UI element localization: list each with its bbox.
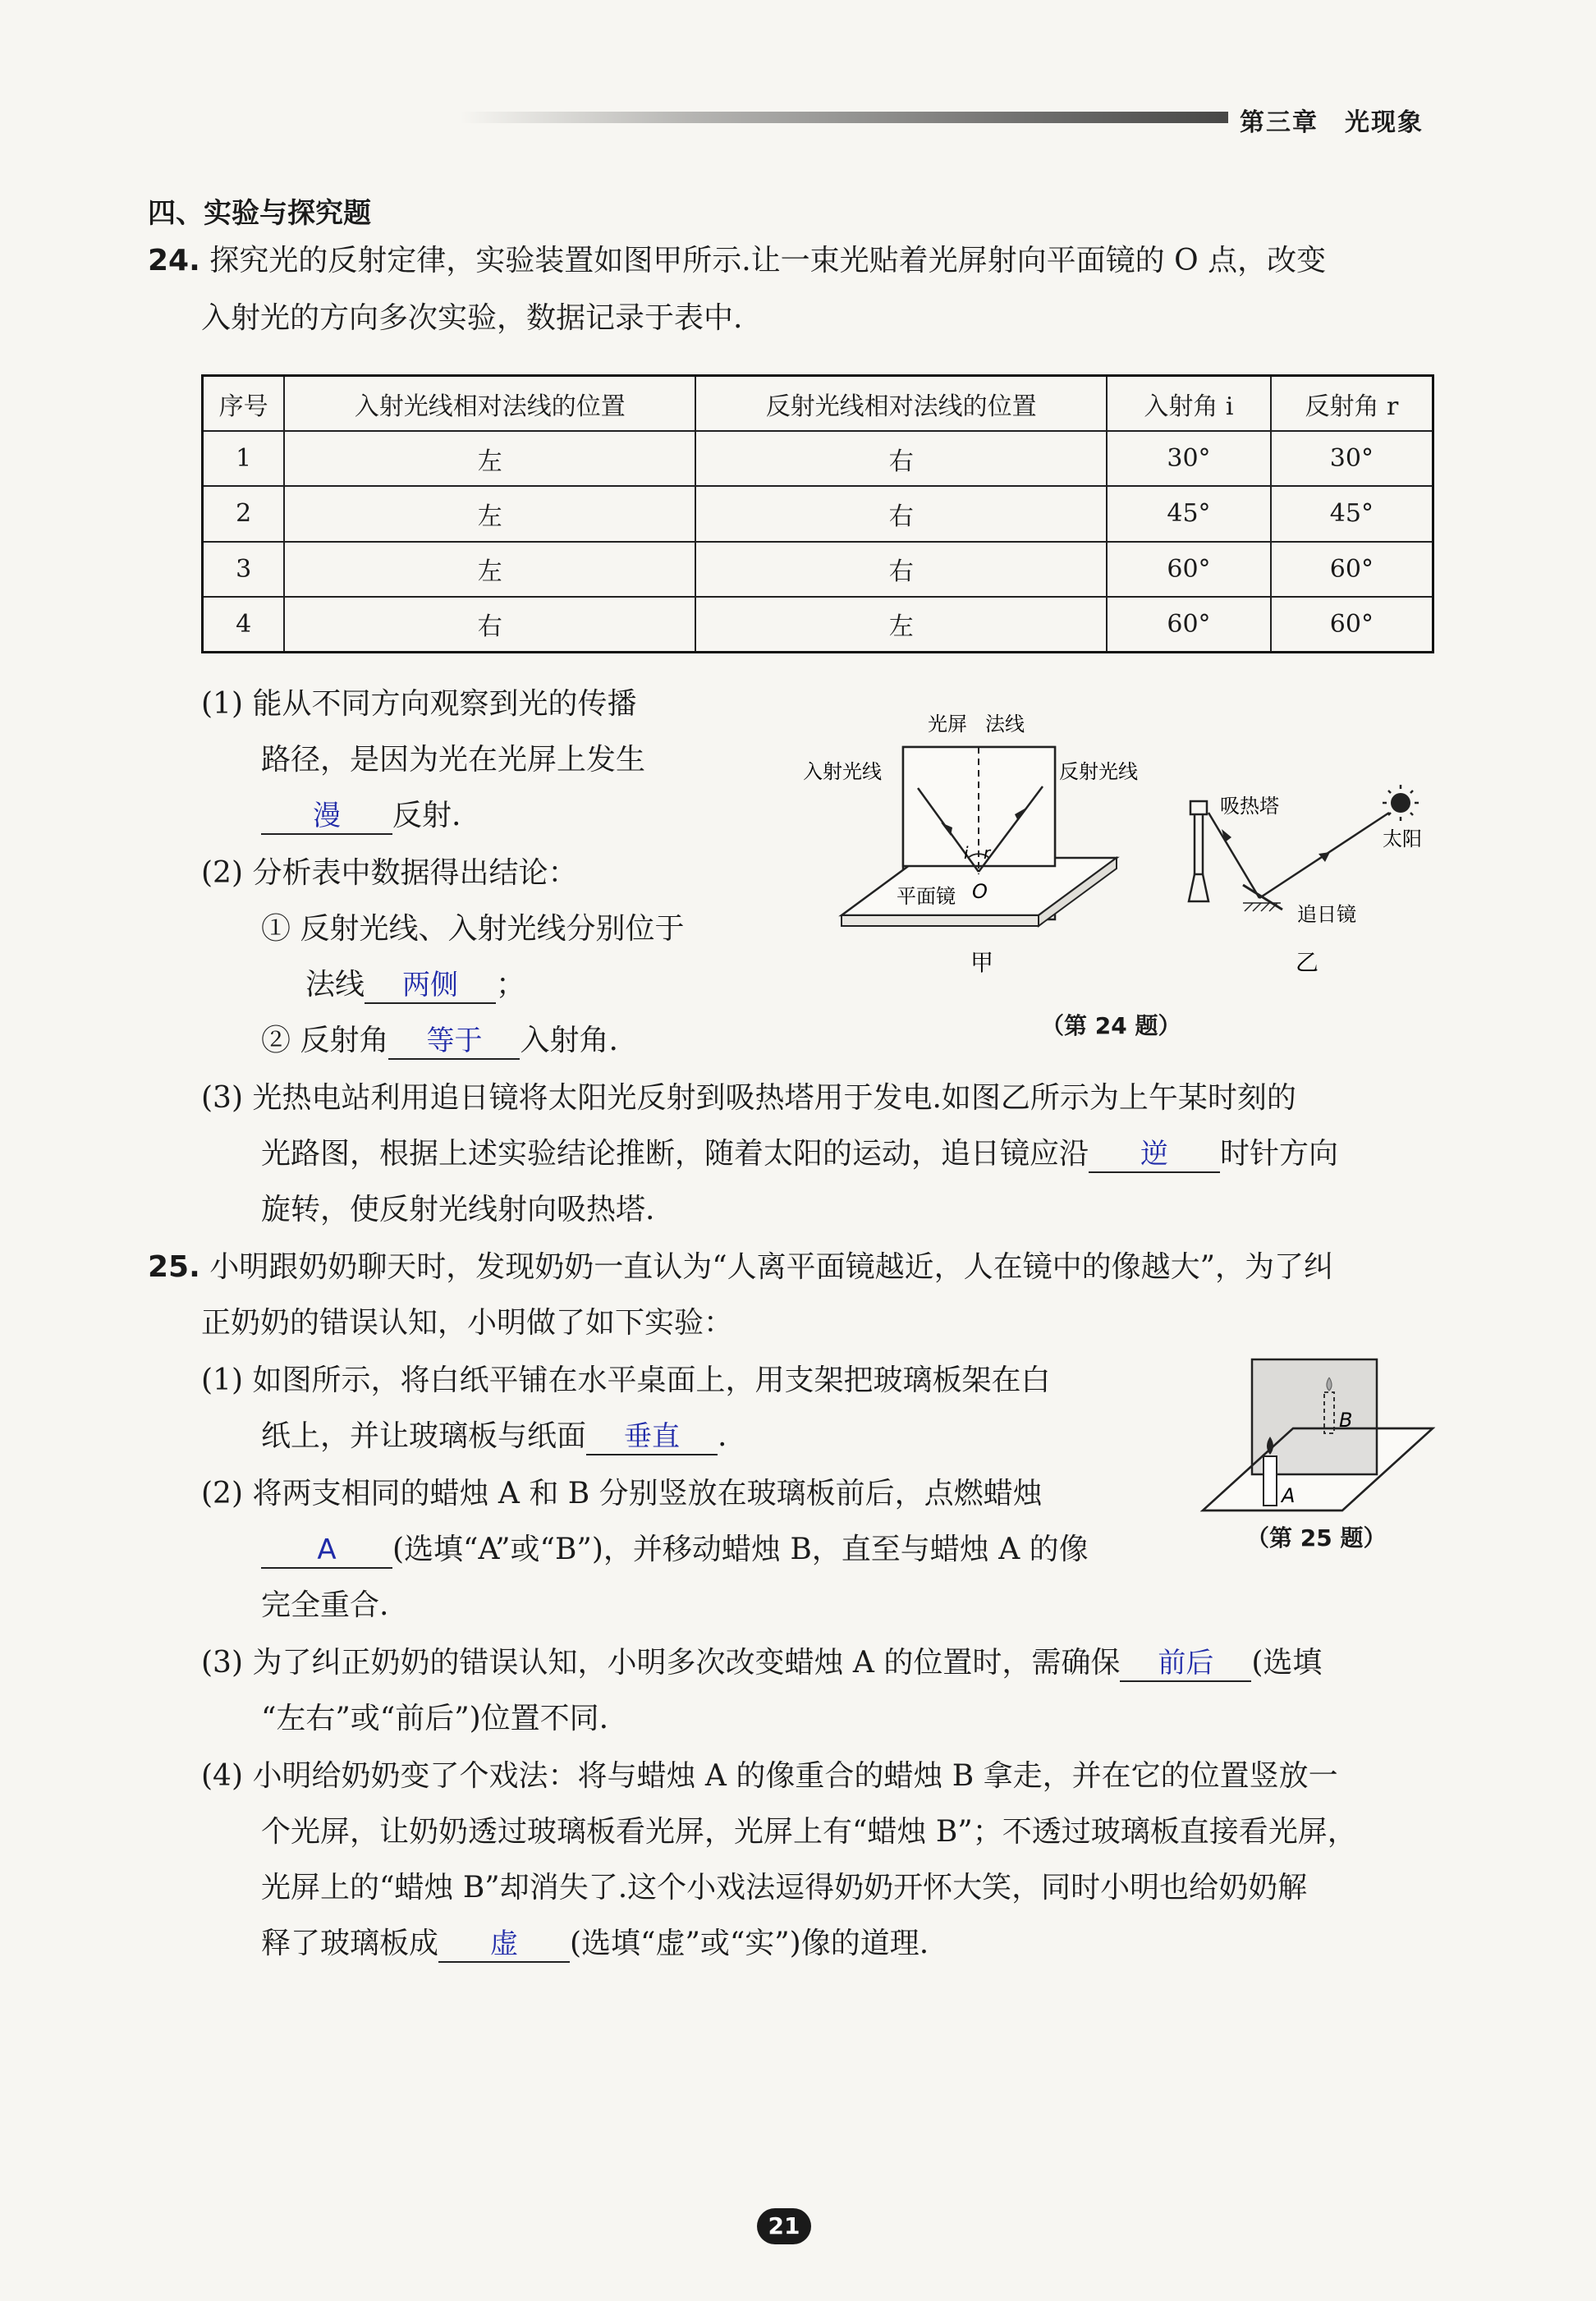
heliostat-ray xyxy=(1208,813,1259,898)
table-cell: 60° xyxy=(1107,597,1271,653)
q25-p3-before: (3) 为了纠正奶奶的错误认知，小明多次改变蜡烛 A 的位置时，需确保 xyxy=(201,1646,1121,1680)
q24-p1-line1: (1) 能从不同方向观察到光的传播 xyxy=(201,687,637,721)
sun-icon xyxy=(1391,793,1410,813)
table-cell: 左 xyxy=(284,431,695,486)
q24-p3-line1: (3) 光热电站利用追日镜将太阳光反射到吸热塔用于发电.如图乙所示为上午某时刻的 xyxy=(201,1081,1296,1115)
table-row xyxy=(203,431,1433,486)
q25-p1-after: . xyxy=(718,1419,727,1453)
label-candle-a: A xyxy=(1282,1484,1296,1507)
label-heliostat: 追日镜 xyxy=(1297,903,1356,926)
table-cell: 60° xyxy=(1271,597,1433,653)
table-row xyxy=(203,597,1433,653)
q25-stem-line2: 正奶奶的错误认知，小明做了如下实验： xyxy=(201,1306,734,1340)
q25-p4-after: (选填“虚”或“实”)像的道理. xyxy=(570,1927,929,1960)
label-point-o: O xyxy=(972,880,988,903)
q25-p1-line1: (1) 如图所示，将白纸平铺在水平桌面上，用支架把玻璃板架在白 xyxy=(201,1364,1051,1397)
table-row xyxy=(203,486,1433,541)
label-sun: 太阳 xyxy=(1383,827,1422,850)
q24-p3-line2 xyxy=(261,1136,1338,1173)
q24-p2a-line1: ① 反射光线、入射光线分别位于 xyxy=(261,912,685,946)
q24-p2a-after: ； xyxy=(496,968,526,1002)
table-cell: 45° xyxy=(1107,486,1271,541)
q25-p1-line2 xyxy=(261,1419,727,1455)
label-reflected: 反射光线 xyxy=(1059,760,1138,783)
q24-p2-line1: (2) 分析表中数据得出结论： xyxy=(201,856,578,890)
q25-p3-line1 xyxy=(201,1645,1322,1682)
table-cell: 3 xyxy=(203,542,285,597)
q25-p4-line3: 光屏上的“蜡烛 B”却消失了.这个小戏法逗得奶奶开怀大笑，同时小明也给奶奶解 xyxy=(261,1871,1308,1905)
q24-p1-after: 反射. xyxy=(392,799,461,832)
header-rule xyxy=(460,112,1228,123)
table-cell: 60° xyxy=(1107,542,1271,597)
figure-24-b xyxy=(1174,780,1445,985)
q24-stem-line1 xyxy=(148,243,1326,278)
q24-p3-before: 光路图，根据上述实验结论推断，随着太阳的运动，追日镜应沿 xyxy=(261,1137,1089,1171)
label-incident: 入射光线 xyxy=(803,760,882,783)
q25-p4-line4 xyxy=(261,1926,929,1963)
label-screen: 光屏 xyxy=(928,713,967,736)
table-cell: 右 xyxy=(695,486,1107,541)
q24-p2a-line2 xyxy=(305,967,525,1004)
q25-p1-before: 纸上，并让玻璃板与纸面 xyxy=(261,1419,587,1453)
q25-p4-line2: 个光屏，让奶奶透过玻璃板看光屏，光屏上有“蜡烛 B”；不透过玻璃板直接看光屏， xyxy=(261,1815,1357,1849)
table-header-cell: 序号 xyxy=(203,376,285,432)
table-row xyxy=(203,542,1433,597)
table-header-cell: 入射角 i xyxy=(1107,376,1271,432)
table-cell: 左 xyxy=(284,486,695,541)
q25-stem-line1 xyxy=(148,1249,1333,1285)
q24-p1-answer[interactable]: 漫 xyxy=(261,800,392,835)
q24-p2b-line xyxy=(261,1023,618,1060)
table-cell: 左 xyxy=(695,597,1107,653)
q24-p2a-answer[interactable]: 两侧 xyxy=(365,969,496,1004)
q25-p3-answer[interactable]: 前后 xyxy=(1120,1647,1251,1682)
q25-p2-line2 xyxy=(261,1532,1089,1569)
section-title: 四、实验与探究题 xyxy=(148,197,371,230)
q24-p1-line3 xyxy=(261,798,461,835)
label-fig-a: 甲 xyxy=(970,949,994,976)
q24-p2b-after: 入射角. xyxy=(520,1024,618,1057)
table-cell: 右 xyxy=(695,542,1107,597)
candle-a xyxy=(1264,1456,1277,1506)
table-cell: 4 xyxy=(203,597,285,653)
table-cell: 1 xyxy=(203,431,285,486)
q24-stem-line2: 入射光的方向多次实验，数据记录于表中. xyxy=(201,301,743,335)
q24-p1-line2: 路径，是因为光在光屏上发生 xyxy=(261,743,646,777)
q25-number: 25. xyxy=(148,1250,200,1284)
label-fig-b: 乙 xyxy=(1296,949,1319,976)
heliostat-mirror xyxy=(1243,885,1282,910)
table-cell: 右 xyxy=(695,431,1107,486)
q25-p3-after: (选填 xyxy=(1251,1646,1323,1680)
q24-p3-after: 时针方向 xyxy=(1220,1137,1339,1171)
q25-p4-line1: (4) 小明给奶奶变了个戏法：将与蜡烛 A 的像重合的蜡烛 B 拿走，并在它的位置竖放一 xyxy=(201,1759,1338,1793)
q25-p4-before: 释了玻璃板成 xyxy=(261,1927,439,1960)
q24-data-table xyxy=(201,374,1434,653)
figure-25-caption: （第 25 题） xyxy=(1246,1524,1387,1552)
table-cell: 右 xyxy=(284,597,695,653)
tower-base xyxy=(1189,874,1208,901)
chapter-title: 第三章 光现象 xyxy=(1240,108,1424,137)
figure-24-caption: （第 24 题） xyxy=(1041,1012,1181,1039)
q25-p2-after: (选填“A”或“B”)，并移动蜡烛 B，直至与蜡烛 A 的像 xyxy=(392,1533,1089,1566)
table-cell: 30° xyxy=(1271,431,1433,486)
label-mirror: 平面镜 xyxy=(897,885,956,908)
q25-p2-line3: 完全重合. xyxy=(261,1588,389,1622)
q25-stem-text1: 小明跟奶奶聊天时，发现奶奶一直认为“人离平面镜越近，人在镜中的像越大”，为了纠 xyxy=(209,1250,1334,1284)
q25-p1-answer[interactable]: 垂直 xyxy=(586,1420,718,1455)
label-candle-b: B xyxy=(1339,1409,1353,1432)
q25-p2-answer[interactable]: A xyxy=(261,1533,392,1569)
table-header-cell: 反射光线相对法线的位置 xyxy=(695,376,1107,432)
table-cell: 左 xyxy=(284,542,695,597)
q24-p2b-answer[interactable]: 等于 xyxy=(388,1024,520,1060)
table-cell: 45° xyxy=(1271,486,1433,541)
q24-p2a-before: 法线 xyxy=(305,968,365,1002)
table-cell: 60° xyxy=(1271,542,1433,597)
table-header-row xyxy=(203,376,1433,432)
q25-p2-line1: (2) 将两支相同的蜡烛 A 和 B 分别竖放在玻璃板前后，点燃蜡烛 xyxy=(201,1477,1043,1510)
table-header-cell: 入射光线相对法线的位置 xyxy=(284,376,695,432)
tower-top xyxy=(1190,801,1207,814)
q25-p3-line2: “左右”或“前后”)位置不同. xyxy=(261,1702,609,1735)
label-i: i xyxy=(964,843,969,863)
q24-p3-answer[interactable]: 逆 xyxy=(1089,1138,1220,1173)
figure-24-a xyxy=(788,698,1215,985)
table-cell: 2 xyxy=(203,486,285,541)
q24-number: 24. xyxy=(148,244,200,277)
q25-p4-answer[interactable]: 虚 xyxy=(438,1927,570,1963)
table-cell: 30° xyxy=(1107,431,1271,486)
q24-p2b-before: ② 反射角 xyxy=(261,1024,389,1057)
label-normal: 法线 xyxy=(985,713,1025,736)
q24-stem-text1: 探究光的反射定律，实验装置如图甲所示.让一束光贴着光屏射向平面镜的 O 点，改变 xyxy=(209,244,1327,277)
q24-p3-line3: 旋转，使反射光线射向吸热塔. xyxy=(261,1193,655,1226)
label-tower: 吸热塔 xyxy=(1220,795,1279,818)
table-header-cell: 反射角 r xyxy=(1271,376,1433,432)
label-r: r xyxy=(984,843,991,863)
figure-25 xyxy=(1195,1346,1441,1535)
page-number: 21 xyxy=(757,2208,811,2244)
